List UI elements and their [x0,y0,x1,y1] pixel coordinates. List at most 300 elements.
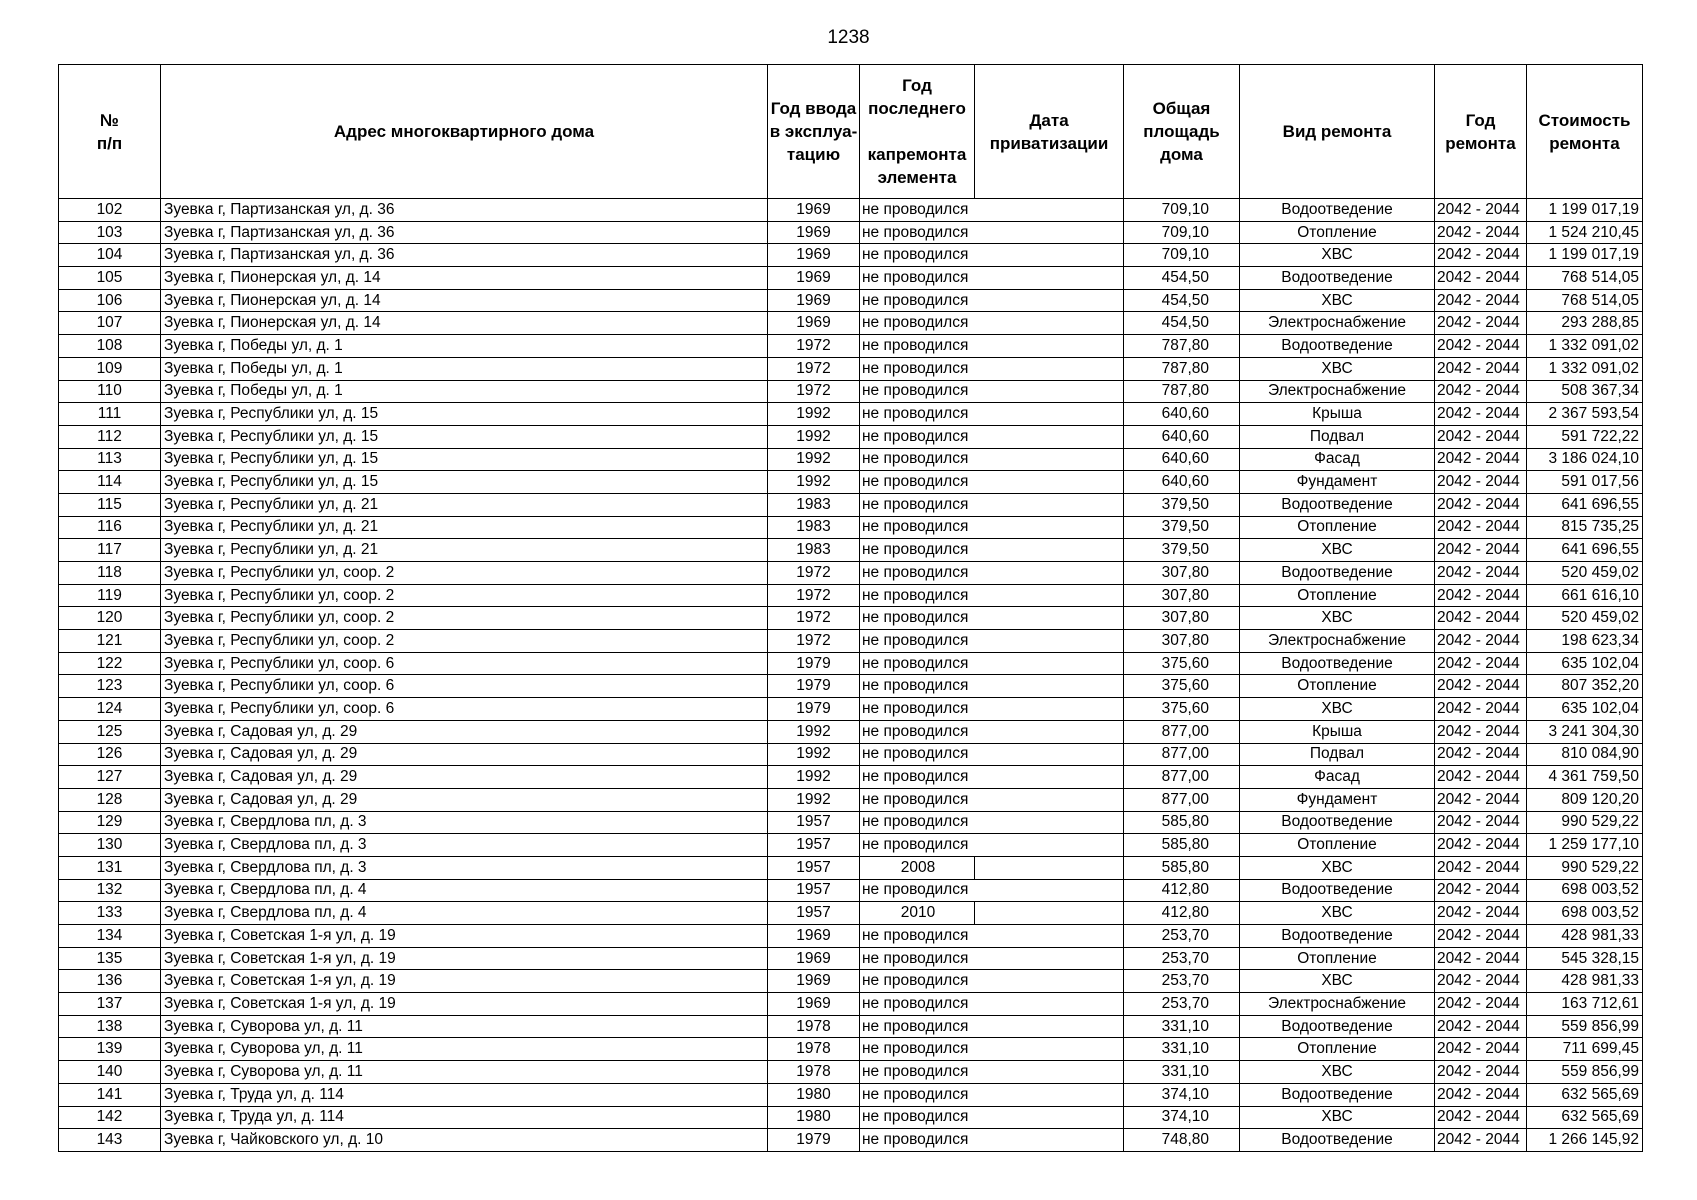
table-row [59,584,1643,607]
cell-num: 114 [59,471,161,494]
cell-repair-year: 2042 - 2044 [1435,652,1527,675]
cell-privatization [975,516,1124,539]
cell-num: 108 [59,335,161,358]
cell-year-built: 1979 [768,675,860,698]
cell-address: Зуевка г, Труда ул, д. 114 [161,1106,768,1129]
header-privatization: Дата приватизации [975,65,1124,199]
cell-cost: 2 367 593,54 [1527,403,1643,426]
cell-num: 124 [59,698,161,721]
cell-cost: 815 735,25 [1527,516,1643,539]
cell-last-repair: не проводился [860,539,975,562]
cell-cost: 1 266 145,92 [1527,1129,1643,1152]
cell-year-built: 1957 [768,902,860,925]
cell-cost: 635 102,04 [1527,698,1643,721]
cell-year-built: 1983 [768,516,860,539]
table-row [59,199,1643,222]
cell-repair-year: 2042 - 2044 [1435,788,1527,811]
cell-area: 379,50 [1124,493,1240,516]
cell-privatization [975,380,1124,403]
cell-num: 112 [59,425,161,448]
cell-repair-year: 2042 - 2044 [1435,584,1527,607]
cell-address: Зуевка г, Советская 1-я ул, д. 19 [161,947,768,970]
cell-repair-year: 2042 - 2044 [1435,516,1527,539]
cell-repair-year: 2042 - 2044 [1435,562,1527,585]
cell-address: Зуевка г, Свердлова пл, д. 3 [161,856,768,879]
cell-num: 141 [59,1083,161,1106]
cell-area: 379,50 [1124,516,1240,539]
cell-address: Зуевка г, Свердлова пл, д. 3 [161,834,768,857]
cell-num: 105 [59,267,161,290]
cell-area: 787,80 [1124,335,1240,358]
cell-year-built: 1992 [768,471,860,494]
cell-cost: 591 017,56 [1527,471,1643,494]
cell-last-repair: не проводился [860,607,975,630]
cell-repair-type: ХВС [1240,539,1435,562]
cell-area: 709,10 [1124,199,1240,222]
cell-num: 125 [59,720,161,743]
cell-num: 139 [59,1038,161,1061]
cell-privatization [975,652,1124,675]
cell-privatization [975,1015,1124,1038]
cell-repair-year: 2042 - 2044 [1435,947,1527,970]
cell-num: 107 [59,312,161,335]
cell-privatization [975,720,1124,743]
cell-year-built: 1979 [768,652,860,675]
cell-repair-type: Электроснабжение [1240,312,1435,335]
table-row [59,244,1643,267]
cell-privatization [975,698,1124,721]
cell-num: 128 [59,788,161,811]
cell-repair-type: Водоотведение [1240,335,1435,358]
cell-year-built: 1969 [768,244,860,267]
cell-address: Зуевка г, Республики ул, д. 15 [161,471,768,494]
cell-repair-type: ХВС [1240,856,1435,879]
cell-repair-type: Фасад [1240,448,1435,471]
cell-privatization [975,766,1124,789]
cell-cost: 520 459,02 [1527,562,1643,585]
cell-last-repair: не проводился [860,1083,975,1106]
cell-year-built: 1979 [768,698,860,721]
cell-cost: 428 981,33 [1527,925,1643,948]
table-row [59,1038,1643,1061]
cell-cost: 1 332 091,02 [1527,335,1643,358]
cell-repair-year: 2042 - 2044 [1435,312,1527,335]
cell-privatization [975,947,1124,970]
cell-repair-type: Отопление [1240,516,1435,539]
cell-year-built: 1969 [768,312,860,335]
table-row [59,811,1643,834]
cell-repair-year: 2042 - 2044 [1435,856,1527,879]
table-row [59,630,1643,653]
cell-repair-year: 2042 - 2044 [1435,471,1527,494]
cell-repair-year: 2042 - 2044 [1435,335,1527,358]
cell-repair-year: 2042 - 2044 [1435,199,1527,222]
cell-year-built: 1957 [768,856,860,879]
cell-num: 127 [59,766,161,789]
table-row [59,539,1643,562]
cell-num: 136 [59,970,161,993]
header-last-repair-top: Год последнего [868,76,966,118]
cell-repair-year: 2042 - 2044 [1435,766,1527,789]
cell-last-repair: не проводился [860,312,975,335]
cell-repair-year: 2042 - 2044 [1435,244,1527,267]
cell-address: Зуевка г, Победы ул, д. 1 [161,335,768,358]
cell-last-repair: не проводился [860,993,975,1016]
cell-privatization [975,834,1124,857]
cell-year-built: 1969 [768,947,860,970]
cell-repair-type: Отопление [1240,1038,1435,1061]
cell-repair-type: Электроснабжение [1240,630,1435,653]
table-row [59,856,1643,879]
cell-privatization [975,743,1124,766]
cell-area: 375,60 [1124,698,1240,721]
cell-privatization [975,607,1124,630]
cell-privatization [975,788,1124,811]
cell-repair-type: Крыша [1240,720,1435,743]
cell-address: Зуевка г, Свердлова пл, д. 3 [161,811,768,834]
cell-repair-year: 2042 - 2044 [1435,289,1527,312]
cell-privatization [975,675,1124,698]
cell-address: Зуевка г, Республики ул, д. 21 [161,539,768,562]
cell-num: 115 [59,493,161,516]
cell-repair-year: 2042 - 2044 [1435,1015,1527,1038]
cell-num: 110 [59,380,161,403]
cell-last-repair: не проводился [860,493,975,516]
cell-last-repair: не проводился [860,1015,975,1038]
table-row [59,425,1643,448]
cell-num: 129 [59,811,161,834]
cell-num: 118 [59,562,161,585]
cell-privatization [975,289,1124,312]
cell-repair-type: Отопление [1240,584,1435,607]
cell-num: 121 [59,630,161,653]
cell-last-repair: не проводился [860,244,975,267]
cell-repair-type: ХВС [1240,698,1435,721]
table-header-row [59,65,1643,199]
cell-repair-year: 2042 - 2044 [1435,357,1527,380]
table-row [59,675,1643,698]
cell-address: Зуевка г, Советская 1-я ул, д. 19 [161,925,768,948]
cell-last-repair: не проводился [860,267,975,290]
cell-cost: 807 352,20 [1527,675,1643,698]
cell-repair-type: Отопление [1240,834,1435,857]
cell-num: 123 [59,675,161,698]
cell-area: 640,60 [1124,403,1240,426]
cell-address: Зуевка г, Партизанская ул, д. 36 [161,244,768,267]
cell-last-repair: не проводился [860,221,975,244]
cell-last-repair: не проводился [860,811,975,834]
table-row [59,743,1643,766]
cell-repair-year: 2042 - 2044 [1435,493,1527,516]
cell-last-repair: не проводился [860,675,975,698]
cell-privatization [975,335,1124,358]
cell-address: Зуевка г, Республики ул, соор. 6 [161,652,768,675]
table-row [59,970,1643,993]
cell-repair-year: 2042 - 2044 [1435,970,1527,993]
cell-year-built: 1972 [768,562,860,585]
cell-num: 113 [59,448,161,471]
cell-repair-type: Фундамент [1240,471,1435,494]
cell-repair-year: 2042 - 2044 [1435,267,1527,290]
cell-cost: 990 529,22 [1527,811,1643,834]
cell-cost: 545 328,15 [1527,947,1643,970]
cell-cost: 428 981,33 [1527,970,1643,993]
cell-num: 106 [59,289,161,312]
cell-year-built: 1980 [768,1106,860,1129]
cell-address: Зуевка г, Партизанская ул, д. 36 [161,221,768,244]
cell-repair-type: Фасад [1240,766,1435,789]
cell-address: Зуевка г, Республики ул, соор. 2 [161,607,768,630]
cell-repair-year: 2042 - 2044 [1435,811,1527,834]
cell-privatization [975,1083,1124,1106]
cell-privatization [975,1106,1124,1129]
cell-address: Зуевка г, Республики ул, д. 15 [161,448,768,471]
cell-year-built: 1957 [768,834,860,857]
cell-area: 412,80 [1124,902,1240,925]
cell-area: 253,70 [1124,993,1240,1016]
cell-last-repair: не проводился [860,562,975,585]
cell-year-built: 1957 [768,811,860,834]
cell-num: 109 [59,357,161,380]
cell-address: Зуевка г, Суворова ул, д. 11 [161,1061,768,1084]
header-last-repair [860,65,975,199]
header-last-repair-bottom: капремонта элемента [867,145,967,187]
cell-repair-year: 2042 - 2044 [1435,448,1527,471]
cell-cost: 641 696,55 [1527,493,1643,516]
cell-address: Зуевка г, Садовая ул, д. 29 [161,766,768,789]
cell-repair-type: Подвал [1240,425,1435,448]
table-row [59,1015,1643,1038]
cell-num: 131 [59,856,161,879]
cell-cost: 711 699,45 [1527,1038,1643,1061]
cell-repair-year: 2042 - 2044 [1435,902,1527,925]
cell-cost: 641 696,55 [1527,539,1643,562]
table-row [59,879,1643,902]
cell-area: 412,80 [1124,879,1240,902]
cell-cost: 1 199 017,19 [1527,199,1643,222]
cell-area: 307,80 [1124,607,1240,630]
cell-year-built: 1969 [768,993,860,1016]
cell-privatization [975,1129,1124,1152]
cell-repair-year: 2042 - 2044 [1435,221,1527,244]
cell-privatization [975,811,1124,834]
cell-cost: 768 514,05 [1527,289,1643,312]
cell-privatization [975,425,1124,448]
cell-area: 877,00 [1124,788,1240,811]
cell-cost: 3 186 024,10 [1527,448,1643,471]
header-repair-type: Вид ремонта [1240,65,1435,199]
table-row [59,448,1643,471]
cell-year-built: 1969 [768,970,860,993]
table-row [59,652,1643,675]
cell-last-repair: не проводился [860,289,975,312]
cell-repair-year: 2042 - 2044 [1435,993,1527,1016]
cell-privatization [975,856,1124,879]
cell-privatization [975,1038,1124,1061]
cell-repair-type: Подвал [1240,743,1435,766]
cell-year-built: 1992 [768,788,860,811]
cell-repair-year: 2042 - 2044 [1435,879,1527,902]
cell-cost: 632 565,69 [1527,1083,1643,1106]
cell-num: 135 [59,947,161,970]
cell-address: Зуевка г, Садовая ул, д. 29 [161,743,768,766]
cell-privatization [975,925,1124,948]
cell-repair-year: 2042 - 2044 [1435,1106,1527,1129]
cell-last-repair: не проводился [860,425,975,448]
cell-area: 253,70 [1124,947,1240,970]
cell-area: 877,00 [1124,743,1240,766]
cell-last-repair: не проводился [860,335,975,358]
header-year-built: Год ввода в эксплуа-тацию [768,65,860,199]
cell-address: Зуевка г, Победы ул, д. 1 [161,357,768,380]
cell-cost: 559 856,99 [1527,1061,1643,1084]
cell-cost: 990 529,22 [1527,856,1643,879]
cell-repair-type: Водоотведение [1240,1083,1435,1106]
table-row [59,562,1643,585]
cell-address: Зуевка г, Республики ул, д. 21 [161,493,768,516]
table-row [59,1061,1643,1084]
cell-year-built: 1972 [768,630,860,653]
cell-num: 119 [59,584,161,607]
cell-privatization [975,357,1124,380]
cell-cost: 1 259 177,10 [1527,834,1643,857]
cell-cost: 163 712,61 [1527,993,1643,1016]
cell-num: 122 [59,652,161,675]
cell-year-built: 1992 [768,743,860,766]
table-row [59,720,1643,743]
cell-address: Зуевка г, Республики ул, соор. 2 [161,630,768,653]
cell-cost: 768 514,05 [1527,267,1643,290]
cell-year-built: 1969 [768,925,860,948]
cell-repair-year: 2042 - 2044 [1435,1038,1527,1061]
cell-area: 640,60 [1124,471,1240,494]
cell-address: Зуевка г, Республики ул, д. 15 [161,403,768,426]
cell-last-repair: не проводился [860,720,975,743]
cell-area: 748,80 [1124,1129,1240,1152]
cell-cost: 559 856,99 [1527,1015,1643,1038]
cell-repair-year: 2042 - 2044 [1435,425,1527,448]
cell-privatization [975,562,1124,585]
table-row [59,493,1643,516]
cell-last-repair: не проводился [860,834,975,857]
cell-year-built: 1972 [768,607,860,630]
cell-area: 454,50 [1124,267,1240,290]
cell-last-repair: не проводился [860,970,975,993]
cell-area: 640,60 [1124,425,1240,448]
cell-area: 585,80 [1124,856,1240,879]
cell-repair-year: 2042 - 2044 [1435,630,1527,653]
table-row [59,403,1643,426]
cell-num: 130 [59,834,161,857]
cell-last-repair: не проводился [860,925,975,948]
cell-repair-year: 2042 - 2044 [1435,403,1527,426]
table-row [59,312,1643,335]
cell-year-built: 1983 [768,493,860,516]
cell-year-built: 1978 [768,1015,860,1038]
cell-last-repair: не проводился [860,403,975,426]
cell-area: 877,00 [1124,720,1240,743]
cell-address: Зуевка г, Республики ул, д. 15 [161,425,768,448]
cell-repair-type: ХВС [1240,1106,1435,1129]
cell-year-built: 1992 [768,766,860,789]
cell-year-built: 1972 [768,584,860,607]
cell-area: 375,60 [1124,652,1240,675]
cell-repair-type: Водоотведение [1240,925,1435,948]
cell-address: Зуевка г, Пионерская ул, д. 14 [161,267,768,290]
cell-year-built: 1978 [768,1061,860,1084]
cell-repair-year: 2042 - 2044 [1435,675,1527,698]
cell-last-repair: не проводился [860,584,975,607]
cell-repair-type: ХВС [1240,357,1435,380]
cell-cost: 698 003,52 [1527,879,1643,902]
table-row [59,925,1643,948]
cell-cost: 4 361 759,50 [1527,766,1643,789]
cell-num: 126 [59,743,161,766]
cell-last-repair: не проводился [860,652,975,675]
cell-repair-type: Электроснабжение [1240,993,1435,1016]
cell-area: 307,80 [1124,584,1240,607]
cell-num: 102 [59,199,161,222]
table-row [59,698,1643,721]
cell-repair-type: Водоотведение [1240,199,1435,222]
cell-repair-type: Водоотведение [1240,1129,1435,1152]
header-area: Общая площадь дома [1124,65,1240,199]
cell-num: 143 [59,1129,161,1152]
cell-num: 120 [59,607,161,630]
cell-cost: 661 616,10 [1527,584,1643,607]
cell-repair-type: Водоотведение [1240,562,1435,585]
table-row [59,516,1643,539]
cell-privatization [975,630,1124,653]
table-row [59,1083,1643,1106]
cell-num: 138 [59,1015,161,1038]
cell-area: 454,50 [1124,289,1240,312]
cell-last-repair: не проводился [860,743,975,766]
cell-address: Зуевка г, Садовая ул, д. 29 [161,788,768,811]
cell-area: 787,80 [1124,357,1240,380]
cell-year-built: 1992 [768,448,860,471]
cell-last-repair: 2010 [860,902,975,925]
cell-address: Зуевка г, Свердлова пл, д. 4 [161,902,768,925]
cell-last-repair: не проводился [860,879,975,902]
cell-repair-type: ХВС [1240,970,1435,993]
cell-repair-type: Фундамент [1240,788,1435,811]
cell-cost: 809 120,20 [1527,788,1643,811]
cell-privatization [975,244,1124,267]
cell-num: 134 [59,925,161,948]
cell-num: 133 [59,902,161,925]
cell-year-built: 1972 [768,335,860,358]
cell-area: 331,10 [1124,1038,1240,1061]
cell-area: 253,70 [1124,970,1240,993]
cell-privatization [975,403,1124,426]
cell-area: 709,10 [1124,221,1240,244]
cell-repair-type: Электроснабжение [1240,380,1435,403]
cell-area: 877,00 [1124,766,1240,789]
cell-repair-type: Отопление [1240,221,1435,244]
cell-cost: 698 003,52 [1527,902,1643,925]
cell-year-built: 1992 [768,720,860,743]
cell-year-built: 1972 [768,357,860,380]
cell-last-repair: не проводился [860,357,975,380]
cell-privatization [975,312,1124,335]
cell-repair-year: 2042 - 2044 [1435,539,1527,562]
cell-last-repair: не проводился [860,630,975,653]
header-address: Адрес многоквартирного дома [161,65,768,199]
cell-privatization [975,221,1124,244]
table-row [59,766,1643,789]
cell-repair-year: 2042 - 2044 [1435,380,1527,403]
